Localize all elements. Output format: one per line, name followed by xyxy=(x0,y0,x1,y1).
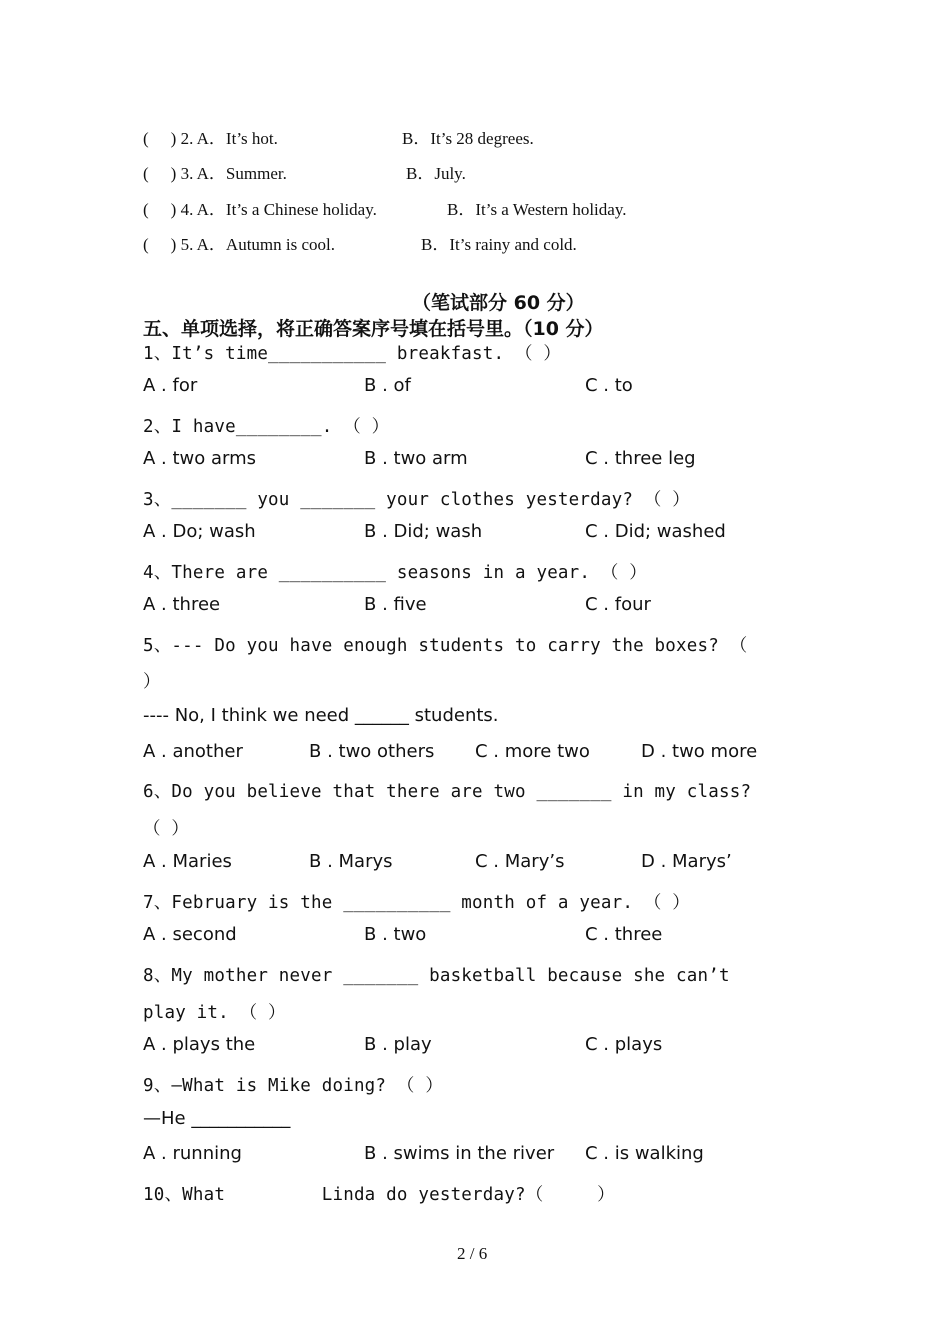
section-title: 五、单项选择，将正确答案序号填在括号里。（10 分） xyxy=(143,318,604,340)
option-b: B . two xyxy=(364,924,427,945)
option-c: C . four xyxy=(585,594,651,615)
answer-paren-close: ) xyxy=(170,200,177,219)
option-a: A . for xyxy=(143,375,198,396)
option-a: A．It’s hot. xyxy=(196,129,278,148)
question-8: 8、My mother never _______ basketball because she can’t xyxy=(143,966,730,986)
answer-paren-close: ) xyxy=(170,129,177,148)
option-b: B . two arm xyxy=(364,448,468,469)
option-b: B．It’s a Western holiday. xyxy=(447,200,627,219)
question-5: 5、--- Do you have enough students to carry the boxes? （ xyxy=(143,636,748,656)
option-c: C . Did; washed xyxy=(585,521,726,542)
listening-item xyxy=(143,230,335,255)
option-d: D . two more xyxy=(641,741,758,762)
item-number: 3. xyxy=(180,164,194,183)
question-10: 10、What Linda do yesterday?（ ） xyxy=(143,1185,615,1205)
answer-paren-open: ( xyxy=(143,200,149,219)
option-a: A．It’s a Chinese holiday. xyxy=(196,200,377,219)
option-a: A . Maries xyxy=(143,851,232,872)
option-b: B．July. xyxy=(406,164,466,183)
item-number: 2. xyxy=(180,129,194,148)
option-b: B . play xyxy=(364,1034,432,1055)
option-b: B . of xyxy=(364,375,411,396)
item-number: 4. xyxy=(180,200,194,219)
option-c: C . is walking xyxy=(585,1143,704,1164)
option-a: A．Summer. xyxy=(196,164,287,183)
question-4: 4、There are __________ seasons in a year. （ ） xyxy=(143,563,648,583)
answer-paren-close: ) xyxy=(170,235,177,254)
listening-item xyxy=(143,159,287,184)
option-c: C . Mary’s xyxy=(475,851,565,872)
option-c: C . three xyxy=(585,924,663,945)
item-number: 5. xyxy=(180,235,194,254)
option-a: A . plays the xyxy=(143,1034,256,1055)
option-d: D . Marys’ xyxy=(641,851,732,872)
answer-paren-open: ( xyxy=(143,164,149,183)
question-5-paren: ） xyxy=(143,672,161,692)
option-a: A . running xyxy=(143,1143,242,1164)
option-b: B . Marys xyxy=(309,851,393,872)
page-number: 2 / 6 xyxy=(457,1244,488,1263)
answer-paren-open: ( xyxy=(143,235,149,254)
question-1: 1、It’s time___________ breakfast. （ ） xyxy=(143,344,562,364)
option-a: A . Do; wash xyxy=(143,521,256,542)
option-b: B . Did; wash xyxy=(364,521,483,542)
question-6-paren: （ ） xyxy=(143,819,190,839)
option-a: A . another xyxy=(143,741,243,762)
listening-item xyxy=(143,195,377,220)
option-b: B．It’s rainy and cold. xyxy=(421,235,577,254)
option-b: B . swims in the river xyxy=(364,1143,555,1164)
option-b: B . five xyxy=(364,594,427,615)
option-a: A．Autumn is cool. xyxy=(196,235,336,254)
option-a: A . second xyxy=(143,924,237,945)
question-8-cont: play it. （ ） xyxy=(143,1003,286,1023)
written-part-title: （笔试部分 60 分） xyxy=(412,292,585,314)
question-7: 7、February is the __________ month of a year. （ ） xyxy=(143,893,690,913)
option-c: C . plays xyxy=(585,1034,663,1055)
option-a: A . three xyxy=(143,594,221,615)
question-3: 3、_______ you _______ your clothes yesterday? （ ） xyxy=(143,490,690,510)
question-5-reply: ---- No, I think we need ______ students. xyxy=(143,705,499,726)
listening-item xyxy=(143,124,278,149)
option-a: A . two arms xyxy=(143,448,257,469)
question-9: 9、—What is Mike doing? （ ） xyxy=(143,1076,444,1096)
answer-paren-close: ) xyxy=(170,164,177,183)
option-c: C . three leg xyxy=(585,448,696,469)
option-b: B . two others xyxy=(309,741,435,762)
question-6: 6、Do you believe that there are two _______ in my class? xyxy=(143,782,752,802)
option-b: B．It’s 28 degrees. xyxy=(402,129,534,148)
answer-paren-open: ( xyxy=(143,129,149,148)
question-9-reply: —He ___________ xyxy=(143,1108,291,1129)
option-c: C . to xyxy=(585,375,633,396)
option-c: C . more two xyxy=(475,741,590,762)
question-2: 2、I have________. （ ） xyxy=(143,417,390,437)
